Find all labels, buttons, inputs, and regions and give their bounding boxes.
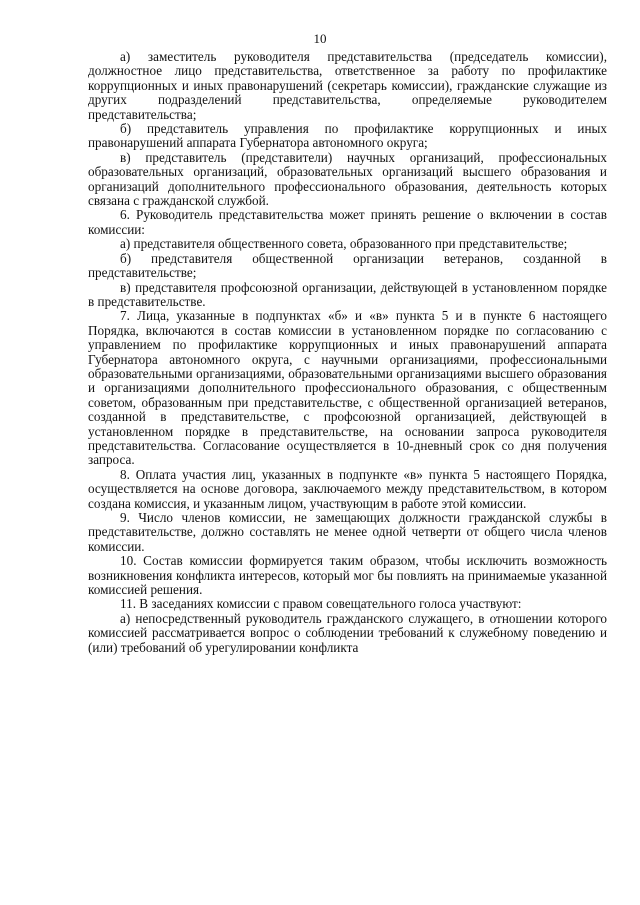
document-body xyxy=(88,50,607,655)
paragraph-6b: б) представителя общественной организации ветеранов, созданной в представительстве; xyxy=(88,250,607,281)
page-number: 10 xyxy=(313,31,327,46)
paragraph-9: 9. Число членов комиссии, не замещающих должности гражданской службы в представительстве, должно составлять не менее одной четверти от общего числа членов комиссии. xyxy=(88,510,607,554)
paragraph-6a: а) представителя общественного совета, образованного при представительстве; xyxy=(120,236,568,252)
paragraph-10: 10. Состав комиссии формируется таким образом, чтобы исключить возможность возникновения конфликта интересов, который мог бы повлиять на принимаемые указанной комиссией решения. xyxy=(88,553,607,598)
paragraph-6: 6. Руководитель представительства может принять решение о включении в состав комиссии: xyxy=(88,207,607,237)
paragraph-5c: в) представитель (представители) научных организаций, профессиональных образовательных организаций, образовательных организаций высшего образования и организаций дополнительного профессионального образования, деятельность которых связана с гражданской службой. xyxy=(88,149,607,209)
paragraph-5a: а) заместитель руководителя представительства (председатель комиссии), должностное лицо представительства, ответственное за работу по профилактике коррупционных и иных правонарушений (секретарь комиссии), гражданские служащие из других подразделений представительства, определяемые руководителем представительства; xyxy=(88,49,607,122)
paragraph-5b: б) представитель управления по профилактике коррупционных и иных правонарушений аппарата Губернатора автономного округа; xyxy=(88,121,607,151)
paragraph-6c: в) представителя профсоюзной организации, действующей в установленном порядке в представительстве. xyxy=(88,279,607,309)
paragraph-7: 7. Лица, указанные в подпунктах «б» и «в» пункта 5 и в пункте 6 настоящего Порядка, включаются в состав комиссии в установленном порядке по согласованию с управлением по профилактике коррупционных и иных правонарушений аппарата Губернатора автономного округа, с научными организациями, профессиональными образовательными организациями, образовательными организациями высшего образования и организациями дополнительного профессионального образования, с общественным советом, образованным при представительстве, с общественной организацией ветеранов, созданной в представительстве, с профсоюзной организацией, действующей в установленном порядке в представительстве, на основании запроса руководителя представительства. Согласование осуществляется в 10-дневный срок со дня получения запроса. xyxy=(88,308,607,468)
paragraph-11: 11. В заседаниях комиссии с правом совещательного голоса участвуют: xyxy=(120,596,522,612)
paragraph-8: 8. Оплата участия лиц, указанных в подпункте «в» пункта 5 настоящего Порядка, осуществляется на основе договора, заключаемого между представительством, в котором создана комиссия, и указанным лицом, участвующим в работе этой комиссии. xyxy=(88,466,607,511)
paragraph-11a: а) непосредственный руководитель гражданского служащего, в отношении которого комиссией рассматривается вопрос о соблюдении требований к служебному поведению и (или) требований об урегулировании конфликта xyxy=(88,610,607,655)
